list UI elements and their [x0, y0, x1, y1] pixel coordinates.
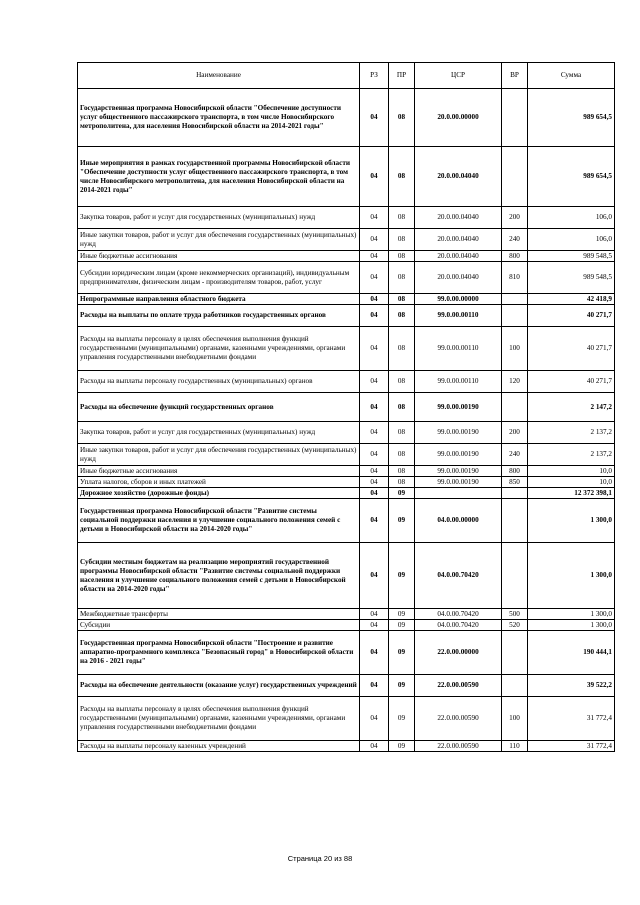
table-row — [78, 89, 615, 147]
cell-pr: 08 — [389, 262, 415, 294]
cell-csr: 22.0.00.00000 — [415, 631, 502, 675]
cell-csr: 20.0.00.04040 — [415, 251, 502, 262]
cell-rz: 04 — [360, 147, 389, 207]
table-row — [78, 631, 615, 675]
table-row — [78, 305, 615, 327]
cell-rz: 04 — [360, 294, 389, 305]
cell-csr: 99.0.00.00190 — [415, 393, 502, 422]
cell-sum: 12 372 398,1 — [528, 488, 615, 499]
cell-vr: 810 — [502, 262, 528, 294]
cell-csr: 99.0.00.00110 — [415, 327, 502, 371]
table-row — [78, 488, 615, 499]
cell-csr: 99.0.00.00110 — [415, 305, 502, 327]
cell-sum: 39 522,2 — [528, 675, 615, 697]
cell-csr: 22.0.00.00590 — [415, 741, 502, 752]
cell-vr: 100 — [502, 697, 528, 741]
table-row — [78, 251, 615, 262]
table-row — [78, 229, 615, 251]
cell-rz: 04 — [360, 393, 389, 422]
header-vr: ВР — [502, 63, 528, 89]
cell-rz: 04 — [360, 631, 389, 675]
table-row — [78, 444, 615, 466]
table-row — [78, 393, 615, 422]
cell-rz: 04 — [360, 741, 389, 752]
budget-table — [77, 62, 615, 752]
cell-pr: 08 — [389, 229, 415, 251]
cell-pr: 09 — [389, 675, 415, 697]
cell-vr — [502, 543, 528, 609]
cell-pr: 08 — [389, 251, 415, 262]
cell-pr: 09 — [389, 499, 415, 543]
cell-sum: 106,0 — [528, 207, 615, 229]
header-sum: Сумма — [528, 63, 615, 89]
cell-pr: 08 — [389, 327, 415, 371]
cell-vr: 500 — [502, 609, 528, 620]
cell-name: Закупка товаров, работ и услуг для государственных (муниципальных) нужд — [78, 207, 360, 229]
cell-name: Расходы на обеспечение функций государственных органов — [78, 393, 360, 422]
cell-rz: 04 — [360, 262, 389, 294]
cell-sum: 40 271,7 — [528, 327, 615, 371]
cell-vr: 800 — [502, 466, 528, 477]
cell-csr: 04.0.00.00000 — [415, 499, 502, 543]
cell-sum: 989 654,5 — [528, 89, 615, 147]
table-body — [78, 89, 615, 752]
cell-csr: 99.0.00.00110 — [415, 371, 502, 393]
header-pr: ПР — [389, 63, 415, 89]
cell-name: Расходы на выплаты персоналу казенных учреждений — [78, 741, 360, 752]
table-row — [78, 207, 615, 229]
cell-pr: 09 — [389, 609, 415, 620]
cell-name: Иные мероприятия в рамках государственной программы Новосибирской области "Обеспечение доступности услуг общественного пассажирского транспорта, в том числе Новосибирского метрополитена, для населения Новосибирской области на 2014-2021 годы" — [78, 147, 360, 207]
cell-csr: 99.0.00.00000 — [415, 294, 502, 305]
table-row — [78, 477, 615, 488]
cell-vr: 100 — [502, 327, 528, 371]
cell-rz: 04 — [360, 477, 389, 488]
cell-vr: 240 — [502, 229, 528, 251]
cell-rz: 04 — [360, 207, 389, 229]
cell-rz: 04 — [360, 229, 389, 251]
cell-sum: 989 654,5 — [528, 147, 615, 207]
table-row — [78, 466, 615, 477]
table-row — [78, 609, 615, 620]
cell-name: Расходы на выплаты персоналу в целях обеспечения выполнения функций государственными (муниципальными) органами, казенными учреждениями, органами управления государственными внебюджетными фондами — [78, 327, 360, 371]
cell-name: Уплата налогов, сборов и иных платежей — [78, 477, 360, 488]
cell-name: Иные бюджетные ассигнования — [78, 466, 360, 477]
cell-pr: 08 — [389, 305, 415, 327]
cell-name: Иные бюджетные ассигнования — [78, 251, 360, 262]
table-row — [78, 499, 615, 543]
cell-pr: 09 — [389, 543, 415, 609]
cell-name: Расходы на обеспечение деятельности (оказание услуг) государственных учреждений — [78, 675, 360, 697]
table-row — [78, 543, 615, 609]
cell-vr — [502, 631, 528, 675]
cell-vr: 120 — [502, 371, 528, 393]
cell-sum: 190 444,1 — [528, 631, 615, 675]
cell-csr: 22.0.00.00590 — [415, 675, 502, 697]
cell-pr: 08 — [389, 89, 415, 147]
cell-sum: 1 300,0 — [528, 499, 615, 543]
cell-csr: 99.0.00.00190 — [415, 422, 502, 444]
cell-pr: 08 — [389, 444, 415, 466]
cell-vr: 200 — [502, 207, 528, 229]
cell-vr — [502, 488, 528, 499]
table-row — [78, 620, 615, 631]
cell-rz: 04 — [360, 89, 389, 147]
cell-csr: 99.0.00.00190 — [415, 466, 502, 477]
cell-csr: 20.0.00.00000 — [415, 89, 502, 147]
cell-pr: 08 — [389, 147, 415, 207]
cell-rz: 04 — [360, 305, 389, 327]
cell-rz: 04 — [360, 697, 389, 741]
table-row — [78, 371, 615, 393]
cell-sum: 31 772,4 — [528, 697, 615, 741]
table-row — [78, 675, 615, 697]
cell-csr: 20.0.00.04040 — [415, 229, 502, 251]
cell-vr — [502, 294, 528, 305]
cell-rz: 04 — [360, 327, 389, 371]
cell-rz: 04 — [360, 609, 389, 620]
cell-sum: 1 300,0 — [528, 609, 615, 620]
cell-sum: 106,0 — [528, 229, 615, 251]
cell-vr — [502, 675, 528, 697]
cell-pr: 08 — [389, 294, 415, 305]
cell-sum: 989 548,5 — [528, 251, 615, 262]
cell-name: Закупка товаров, работ и услуг для государственных (муниципальных) нужд — [78, 422, 360, 444]
table-row — [78, 741, 615, 752]
cell-rz: 04 — [360, 620, 389, 631]
cell-sum: 40 271,7 — [528, 371, 615, 393]
cell-sum: 42 418,9 — [528, 294, 615, 305]
cell-sum: 1 300,0 — [528, 543, 615, 609]
cell-rz: 04 — [360, 371, 389, 393]
header-csr: ЦСР — [415, 63, 502, 89]
cell-sum: 2 137,2 — [528, 422, 615, 444]
header-rz: РЗ — [360, 63, 389, 89]
cell-pr: 09 — [389, 620, 415, 631]
cell-pr: 09 — [389, 631, 415, 675]
table-header-row — [78, 63, 615, 89]
header-name: Наименование — [78, 63, 360, 89]
table-row — [78, 262, 615, 294]
table-row — [78, 294, 615, 305]
cell-csr: 22.0.00.00590 — [415, 697, 502, 741]
cell-name: Государственная программа Новосибирской области "Обеспечение доступности услуг общественного пассажирского транспорта, в том числе Новосибирского метрополитена, для населения Новосибирской области на 2014-2021 годы" — [78, 89, 360, 147]
cell-name: Дорожное хозяйство (дорожные фонды) — [78, 488, 360, 499]
cell-rz: 04 — [360, 251, 389, 262]
cell-sum: 10,0 — [528, 466, 615, 477]
cell-name: Государственная программа Новосибирской области "Развитие системы социальной поддержки населения и улучшение социального положения семей с детьми в Новосибирской области на 2014-2020 годы" — [78, 499, 360, 543]
cell-name: Субсидии — [78, 620, 360, 631]
cell-csr: 99.0.00.00190 — [415, 477, 502, 488]
cell-sum: 2 147,2 — [528, 393, 615, 422]
cell-vr — [502, 147, 528, 207]
cell-sum: 1 300,0 — [528, 620, 615, 631]
cell-rz: 04 — [360, 488, 389, 499]
cell-name: Субсидии юридическим лицам (кроме некоммерческих организаций), индивидуальным предпринимателям, физическим лицам - производителям товаров, работ, услуг — [78, 262, 360, 294]
cell-rz: 04 — [360, 444, 389, 466]
cell-vr — [502, 305, 528, 327]
cell-pr: 09 — [389, 697, 415, 741]
cell-csr: 04.0.00.70420 — [415, 620, 502, 631]
cell-rz: 04 — [360, 466, 389, 477]
cell-csr: 20.0.00.04040 — [415, 262, 502, 294]
cell-csr — [415, 488, 502, 499]
cell-csr: 20.0.00.04040 — [415, 207, 502, 229]
cell-csr: 99.0.00.00190 — [415, 444, 502, 466]
cell-sum: 2 137,2 — [528, 444, 615, 466]
cell-sum: 40 271,7 — [528, 305, 615, 327]
cell-sum: 31 772,4 — [528, 741, 615, 752]
cell-csr: 04.0.00.70420 — [415, 609, 502, 620]
cell-name: Субсидии местным бюджетам на реализацию мероприятий государственной программы Новосибирской области "Развитие системы социальной поддержки населения и улучшение социального положения семей с детьми в Новосибирской области на 2014-2020 годы" — [78, 543, 360, 609]
cell-rz: 04 — [360, 543, 389, 609]
cell-vr — [502, 499, 528, 543]
cell-rz: 04 — [360, 422, 389, 444]
cell-csr: 20.0.00.04040 — [415, 147, 502, 207]
cell-vr: 240 — [502, 444, 528, 466]
cell-vr — [502, 393, 528, 422]
cell-pr: 08 — [389, 477, 415, 488]
budget-table-container — [77, 62, 614, 752]
table-row — [78, 697, 615, 741]
cell-name: Расходы на выплаты персоналу государственных (муниципальных) органов — [78, 371, 360, 393]
cell-name: Межбюджетные трансферты — [78, 609, 360, 620]
cell-name: Непрограммные направления областного бюджета — [78, 294, 360, 305]
cell-rz: 04 — [360, 499, 389, 543]
cell-pr: 08 — [389, 422, 415, 444]
cell-pr: 08 — [389, 207, 415, 229]
cell-vr: 200 — [502, 422, 528, 444]
cell-rz: 04 — [360, 675, 389, 697]
cell-vr: 110 — [502, 741, 528, 752]
cell-pr: 08 — [389, 393, 415, 422]
cell-sum: 10,0 — [528, 477, 615, 488]
cell-name: Иные закупки товаров, работ и услуг для обеспечения государственных (муниципальных) нужд — [78, 229, 360, 251]
cell-pr: 09 — [389, 488, 415, 499]
cell-vr: 520 — [502, 620, 528, 631]
cell-pr: 08 — [389, 466, 415, 477]
cell-vr: 850 — [502, 477, 528, 488]
cell-sum: 989 548,5 — [528, 262, 615, 294]
cell-name: Иные закупки товаров, работ и услуг для обеспечения государственных (муниципальных) нужд — [78, 444, 360, 466]
cell-pr: 09 — [389, 741, 415, 752]
cell-vr — [502, 89, 528, 147]
cell-csr: 04.0.00.70420 — [415, 543, 502, 609]
table-row — [78, 147, 615, 207]
cell-vr: 800 — [502, 251, 528, 262]
cell-name: Государственная программа Новосибирской области "Построение и развитие аппаратно-программного комплекса "Безопасный город" в Новосибирской области на 2016 - 2021 годы" — [78, 631, 360, 675]
cell-name: Расходы на выплаты персоналу в целях обеспечения выполнения функций государственными (муниципальными) органами, казенными учреждениями, органами управления государственными внебюджетными фондами — [78, 697, 360, 741]
cell-pr: 08 — [389, 371, 415, 393]
table-row — [78, 422, 615, 444]
cell-name: Расходы на выплаты по оплате труда работников государственных органов — [78, 305, 360, 327]
page-number: Страница 20 из 88 — [287, 854, 353, 863]
table-row — [78, 327, 615, 371]
